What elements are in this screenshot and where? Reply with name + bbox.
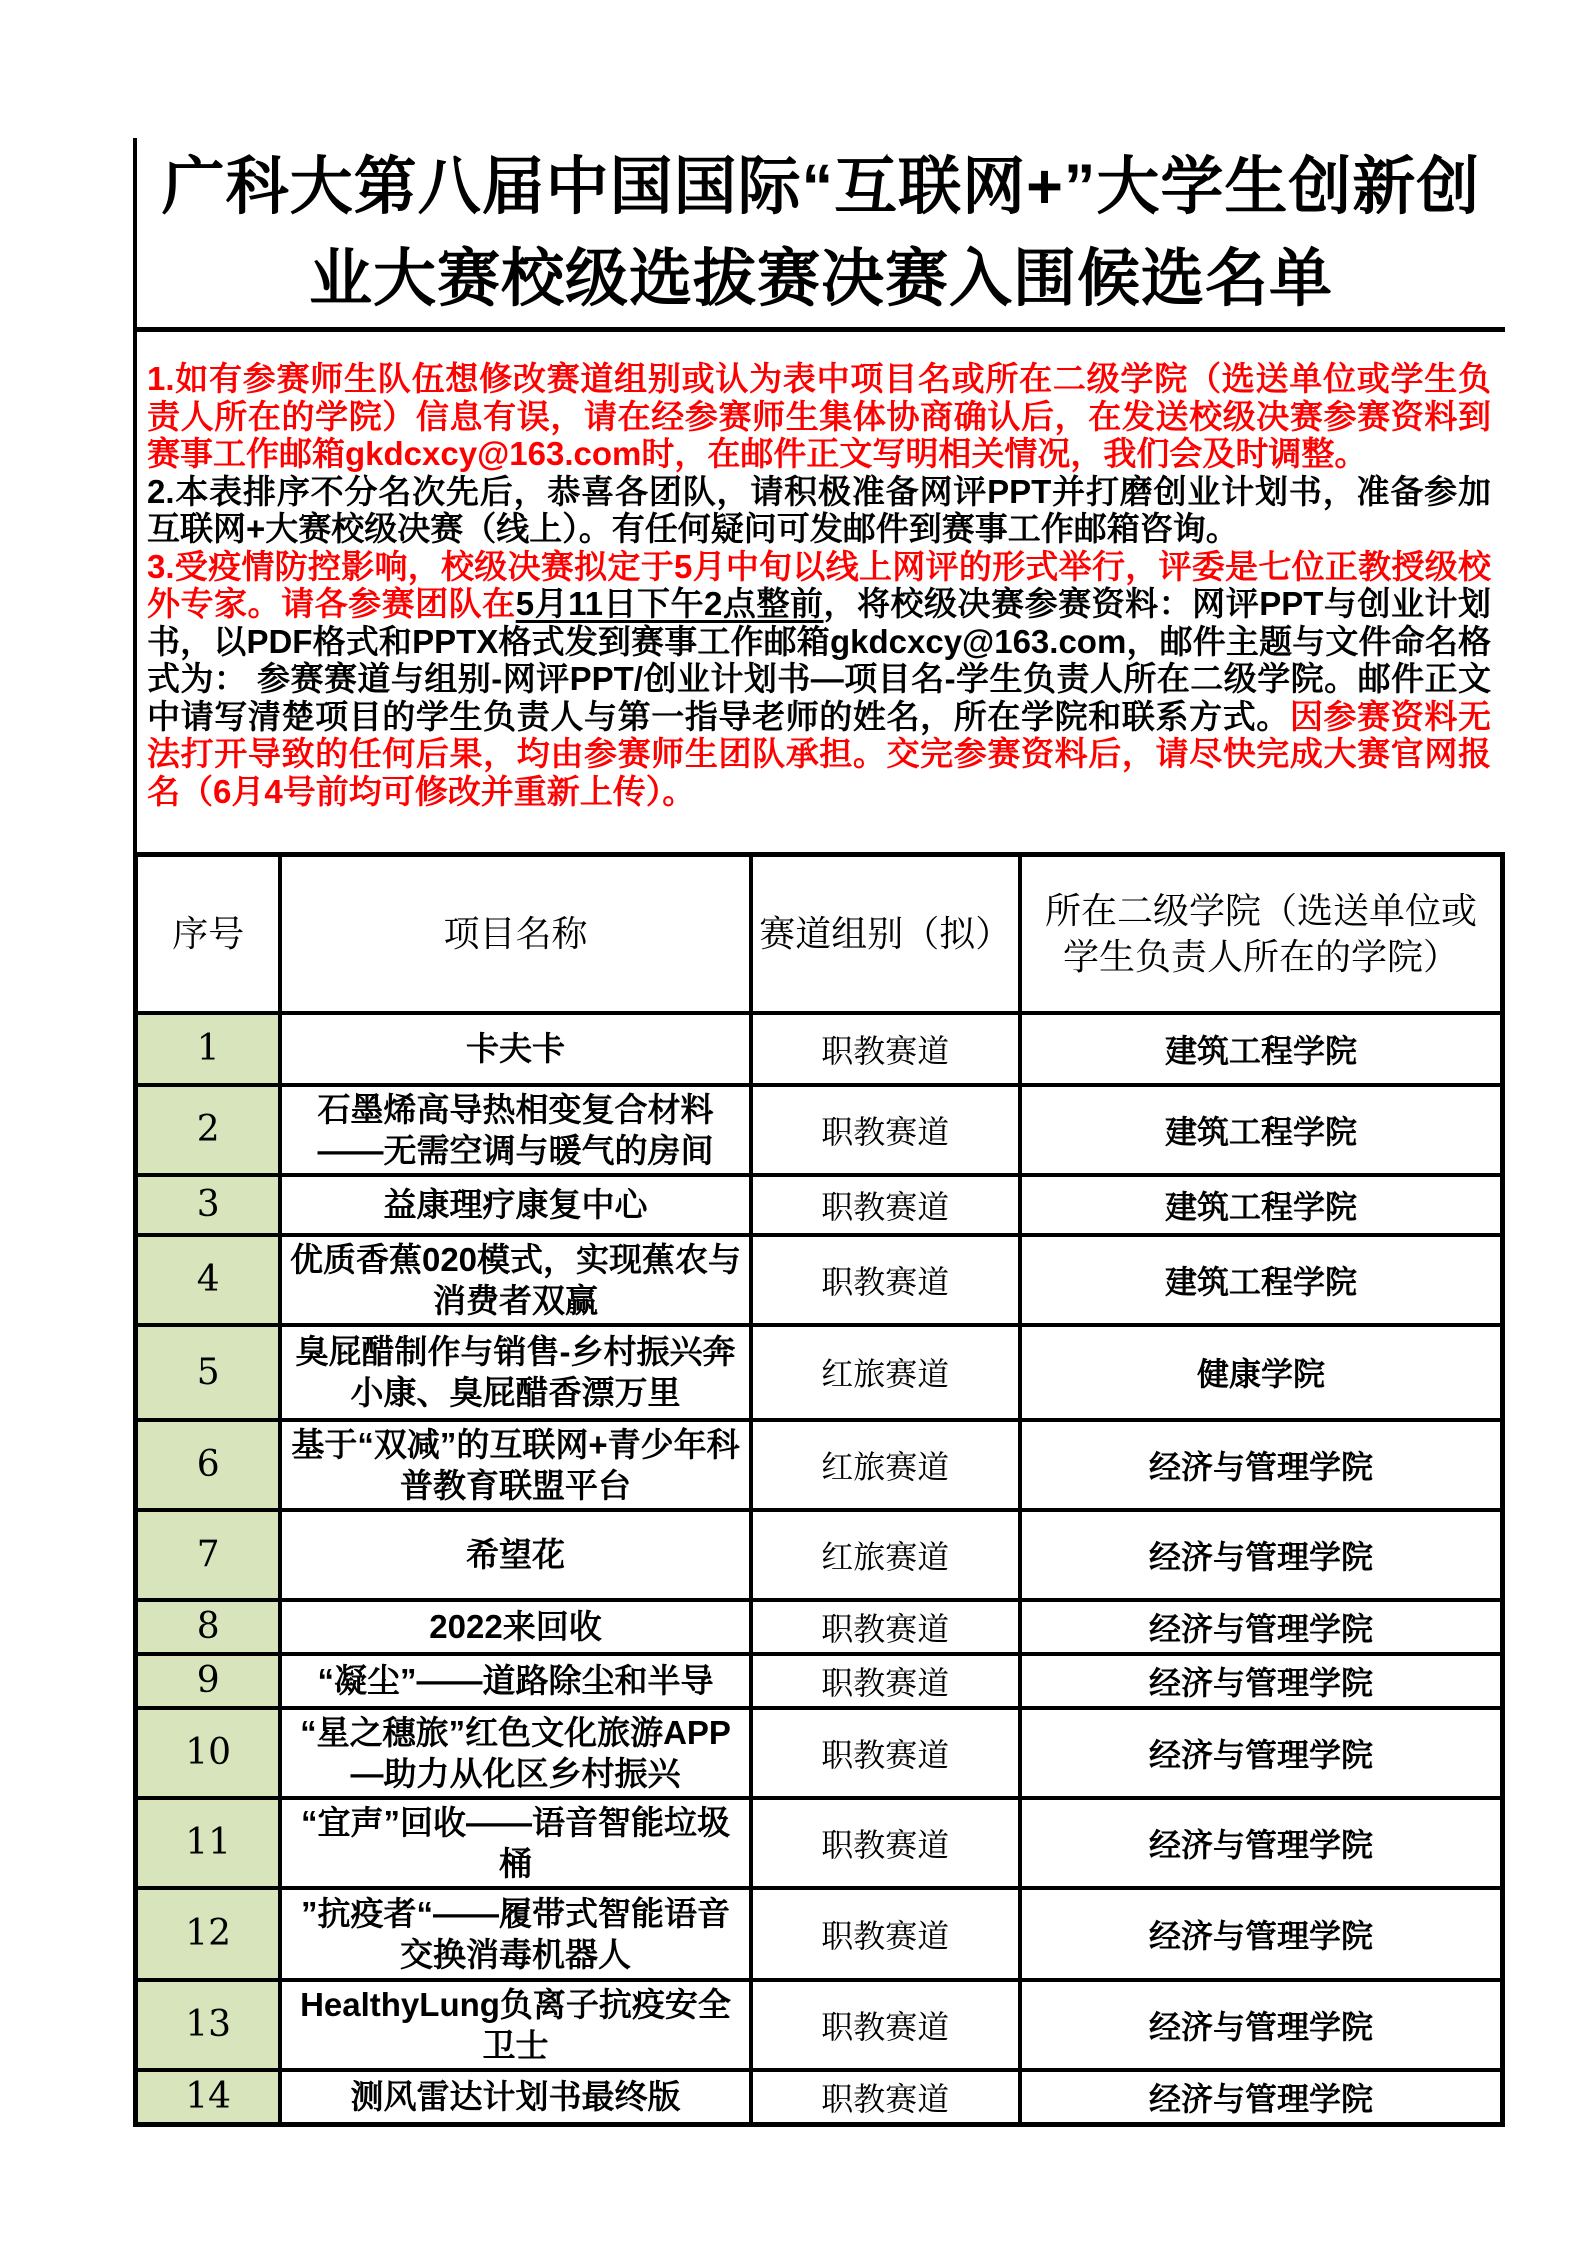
cell-no: 4 — [136, 1235, 281, 1325]
cell-no: 14 — [136, 2070, 281, 2125]
cell-no: 9 — [136, 1654, 281, 1708]
cell-track: 职教赛道 — [751, 1013, 1020, 1085]
table-row — [136, 1325, 1503, 1420]
table-row — [136, 1798, 1503, 1888]
cell-college: 建筑工程学院 — [1020, 1175, 1503, 1235]
cell-no: 5 — [136, 1325, 281, 1420]
cell-track: 职教赛道 — [751, 1798, 1020, 1888]
cell-college: 经济与管理学院 — [1020, 1708, 1503, 1798]
cell-project-name: 石墨烯高导热相变复合材料——无需空调与暖气的房间 — [280, 1085, 750, 1175]
cell-college: 经济与管理学院 — [1020, 1798, 1503, 1888]
cell-no: 8 — [136, 1600, 281, 1654]
cell-project-name: “星之穗旅”红色文化旅游APP—助力从化区乡村振兴 — [280, 1708, 750, 1798]
cell-track: 职教赛道 — [751, 1600, 1020, 1654]
header-no: 序号 — [136, 855, 281, 1013]
cell-college: 经济与管理学院 — [1020, 1420, 1503, 1510]
table-row — [136, 1980, 1503, 2070]
table-row — [136, 1888, 1503, 1980]
cell-no: 7 — [136, 1510, 281, 1600]
cell-college: 经济与管理学院 — [1020, 1888, 1503, 1980]
cell-track: 职教赛道 — [751, 1085, 1020, 1175]
note-2-text: 2.本表排序不分名次先后，恭喜各团队，请积极准备网评PPT并打磨创业计划书，准备参加互联网+大赛校级决赛（线上）。有任何疑问可发邮件到赛事工作邮箱咨询。 — [147, 472, 1491, 547]
table-row — [136, 1175, 1503, 1235]
cell-no: 3 — [136, 1175, 281, 1235]
cell-college: 建筑工程学院 — [1020, 1013, 1503, 1085]
cell-no: 6 — [136, 1420, 281, 1510]
cell-no: 13 — [136, 1980, 281, 2070]
cell-college: 经济与管理学院 — [1020, 1654, 1503, 1708]
table-row — [136, 1600, 1503, 1654]
header-project-name: 项目名称 — [280, 855, 750, 1013]
cell-track: 职教赛道 — [751, 1888, 1020, 1980]
cell-college: 经济与管理学院 — [1020, 1980, 1503, 2070]
cell-track: 红旅赛道 — [751, 1325, 1020, 1420]
note-3 — [147, 548, 1491, 811]
cell-project-name: 臭屁醋制作与销售-乡村振兴奔小康、臭屁醋香漂万里 — [280, 1325, 750, 1420]
cell-project-name: 希望花 — [280, 1510, 750, 1600]
cell-project-name: 基于“双减”的互联网+青少年科普教育联盟平台 — [280, 1420, 750, 1510]
cell-project-name: 2022来回收 — [280, 1600, 750, 1654]
cell-track: 职教赛道 — [751, 2070, 1020, 2125]
note-3-part-4: 因参赛资料无法打开导致的任何后果，均由参赛师生团队承担。交完参赛资料后，请尽快完成大赛官网报名（6月4号前均可修改并重新上传）。 — [147, 697, 1492, 810]
table-row — [136, 1235, 1503, 1325]
cell-track: 职教赛道 — [751, 1708, 1020, 1798]
cell-track: 职教赛道 — [751, 1654, 1020, 1708]
cell-college: 经济与管理学院 — [1020, 1510, 1503, 1600]
note-3-deadline: 5月11日下午2点整前 — [515, 585, 824, 622]
note-1 — [147, 360, 1491, 473]
cell-project-name: “凝尘”——道路除尘和半导 — [280, 1654, 750, 1708]
note-1-text: 1.如有参赛师生队伍想修改赛道组别或认为表中项目名或所在二级学院（选送单位或学生负责人所在的学院）信息有误，请在经参赛师生集体协商确认后，在发送校级决赛参赛资料到赛事工作邮箱gkdcxcy@163.com时，在邮件正文写明相关情况，我们会及时调整。 — [147, 360, 1491, 472]
cell-project-name: 益康理疗康复中心 — [280, 1175, 750, 1235]
table-row — [136, 1654, 1503, 1708]
page-title: 广科大第八届中国国际“互联网+”大学生创新创业大赛校级选拔赛决赛入围候选名单 — [133, 138, 1505, 332]
notes-block — [133, 332, 1505, 852]
cell-track: 职教赛道 — [751, 1980, 1020, 2070]
cell-track: 红旅赛道 — [751, 1510, 1020, 1600]
cell-no: 12 — [136, 1888, 281, 1980]
cell-no: 1 — [136, 1013, 281, 1085]
header-college: 所在二级学院（选送单位或学生负责人所在的学院） — [1020, 855, 1503, 1013]
cell-no: 11 — [136, 1798, 281, 1888]
note-2 — [147, 473, 1491, 548]
document-content — [133, 138, 1505, 2127]
table-row — [136, 1420, 1503, 1510]
cell-college: 建筑工程学院 — [1020, 1085, 1503, 1175]
cell-no: 2 — [136, 1085, 281, 1175]
cell-project-name: “宜声”回收——语音智能垃圾桶 — [280, 1798, 750, 1888]
table-row — [136, 1085, 1503, 1175]
cell-project-name: 优质香蕉020模式，实现蕉农与消费者双赢 — [280, 1235, 750, 1325]
cell-project-name: 测风雷达计划书最终版 — [280, 2070, 750, 2125]
cell-no: 10 — [136, 1708, 281, 1798]
cell-track: 职教赛道 — [751, 1175, 1020, 1235]
cell-college: 经济与管理学院 — [1020, 2070, 1503, 2125]
cell-project-name: 卡夫卡 — [280, 1013, 750, 1085]
table-row — [136, 1510, 1503, 1600]
table-row — [136, 2070, 1503, 2125]
cell-project-name: HealthyLung负离子抗疫安全卫士 — [280, 1980, 750, 2070]
note-3-part-1: 3.受疫情防控影响，校级决赛拟定于5月中旬以线上网评的形式举行，评委是七位正教授级校外专家。请各参赛团队在 — [147, 547, 1491, 622]
cell-college: 建筑工程学院 — [1020, 1235, 1503, 1325]
table-row — [136, 1708, 1503, 1798]
table-header-row — [136, 855, 1503, 1013]
table-row — [136, 1013, 1503, 1085]
cell-college: 经济与管理学院 — [1020, 1600, 1503, 1654]
cell-project-name: ”抗疫者“——履带式智能语音交换消毒机器人 — [280, 1888, 750, 1980]
cell-track: 红旅赛道 — [751, 1420, 1020, 1510]
cell-track: 职教赛道 — [751, 1235, 1020, 1325]
note-3-part-3: ，将校级决赛参赛资料：网评PPT与创业计划书，以PDF格式和PPTX格式发到赛事工作邮箱gkdcxcy@163.com，邮件主题与文件命名格式为： 参赛赛道与组别-网评PPT/创业计划书—项目名-学生负责人所在二级学院。邮件正文中请写清楚项目的学生负责人与第一指导老师的姓名，所在学院和联系方式。 — [147, 585, 1491, 735]
cell-college: 健康学院 — [1020, 1325, 1503, 1420]
candidates-table — [133, 852, 1505, 2127]
header-track: 赛道组别（拟） — [751, 855, 1020, 1013]
